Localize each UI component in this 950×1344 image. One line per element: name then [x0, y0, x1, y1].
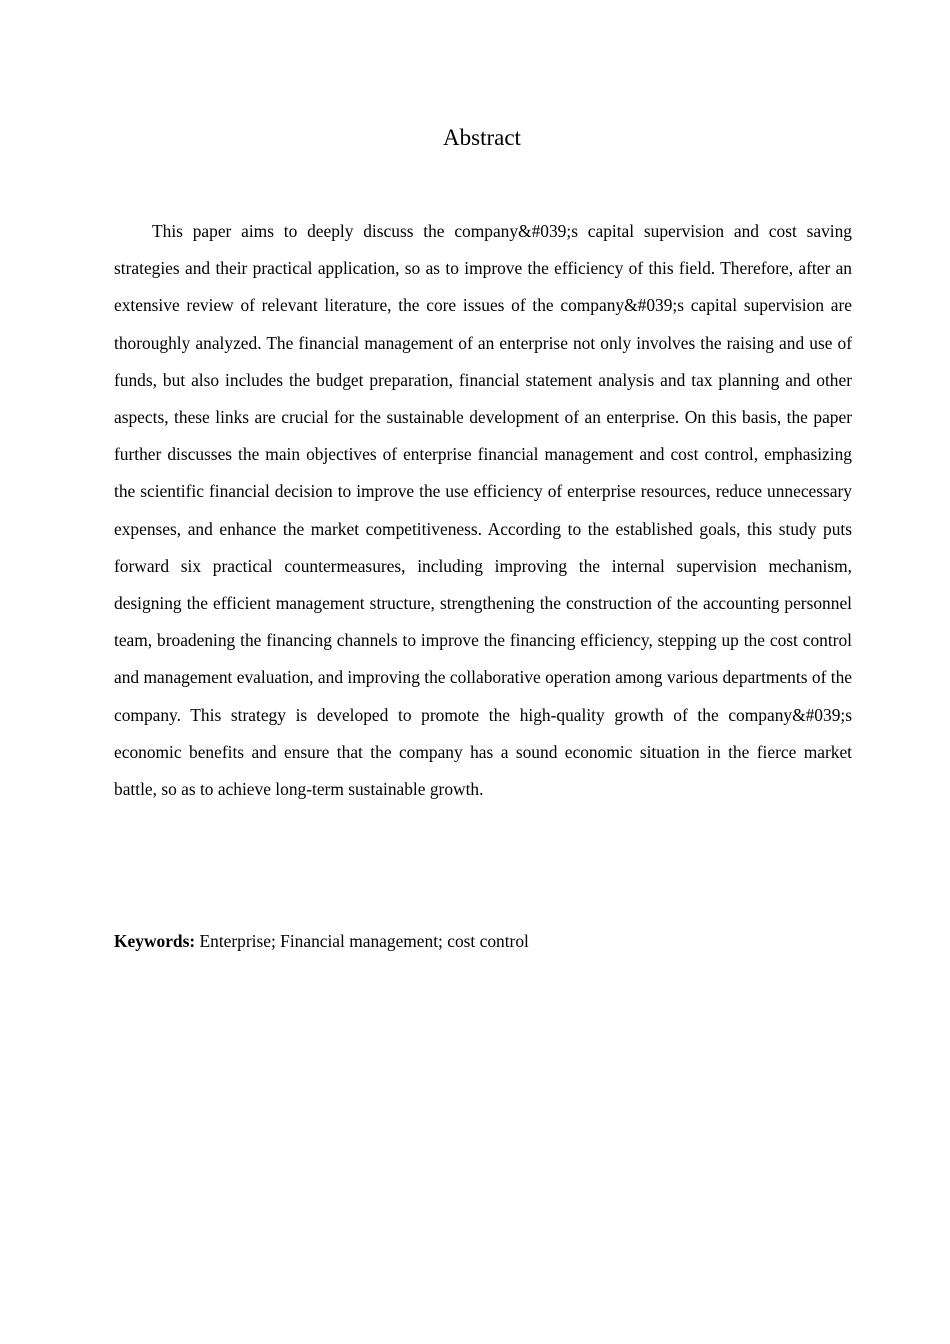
keywords-line — [114, 923, 852, 960]
abstract-title: Abstract — [443, 125, 521, 150]
keywords-label: Keywords: — [114, 931, 196, 951]
abstract-body: This paper aims to deeply discuss the company&#039;s capital supervision and cost saving strategies and their practical application, so as to improve the efficiency of this field. Therefore, after an extensive review of relevant literature, the core issues of the company&#039;s capital supervision are thoroughly analyzed. The financial management of an enterprise not only involves the raising and use of funds, but also includes the budget preparation, financial statement analysis and tax planning and other aspects, these links are crucial for the sustainable development of an enterprise. On this basis, the paper further discusses the main objectives of enterprise financial management and cost control, emphasizing the scientific financial decision to improve the use efficiency of enterprise resources, reduce unnecessary expenses, and enhance the market competitiveness. According to the established goals, this study puts forward six practical countermeasures, including improving the internal supervision mechanism, designing the efficient management structure, strengthening the construction of the accounting personnel team, broadening the financing channels to improve the financing efficiency, stepping up the cost control and management evaluation, and improving the collaborative operation among various departments of the company. This strategy is developed to promote the high-quality growth of the company&#039;s economic benefits and ensure that the company has a sound economic situation in the fierce market battle, so as to achieve long-term sustainable growth. — [114, 221, 852, 800]
keywords-value: Enterprise; Financial management; cost control — [195, 931, 529, 951]
